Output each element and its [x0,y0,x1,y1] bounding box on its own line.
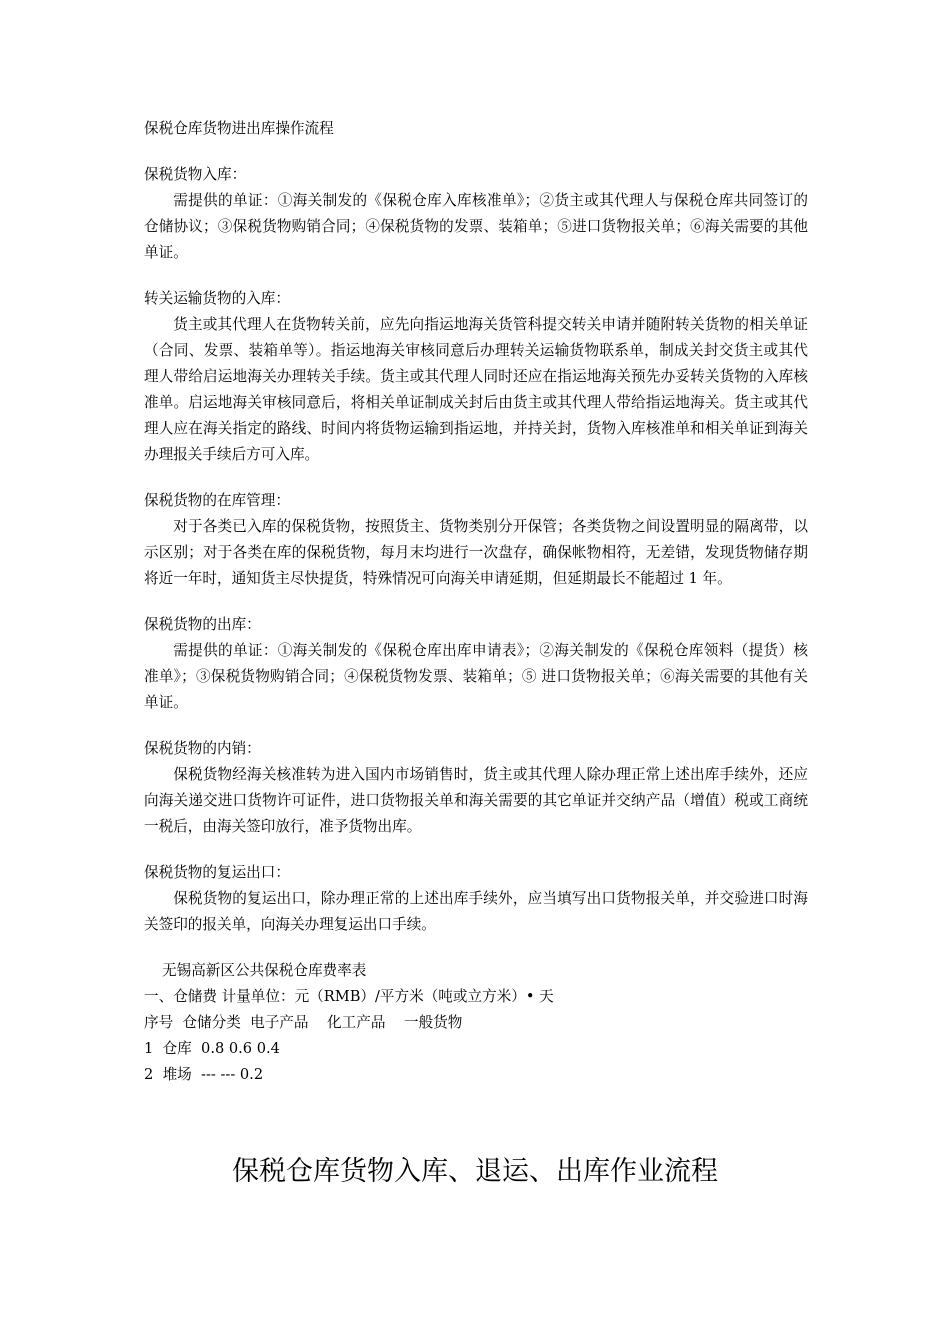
section-heading: 保税货物的内销： [144,740,261,757]
section-re-export [144,860,808,938]
fee-row: 1 仓库 0.8 0.6 0.4 [144,1040,280,1057]
section-heading: 保税货物入库： [144,166,247,183]
fee-row: 2 堆场 --- --- 0.2 [144,1066,264,1083]
section-heading: 保税货物的复运出口： [144,864,290,881]
fee-table-title: 无锡高新区公共保税仓库费率表 [162,962,367,979]
section-storage-management [144,488,808,592]
fee-unit-line: 一、仓储费 计量单位：元（RMB）/平方米（吨或立方米）• 天 [144,988,554,1005]
section-body: 货主或其代理人在货物转关前，应先向指运地海关货管科提交转关申请并随附转关货物的相关单证（合同、发票、装箱单等）。指运地海关审核同意后办理转关运输货物联系单，制成关封交货主或其代理人带给启运地海关办理转关手续。货主或其代理人同时还应在指运地海关预先办妥转关货物的入库核准单。启运地海关审核同意后，将相关单证制成关封后由货主或其代理人带给指运地海关。货主或其代理人应在海关指定的路线、时间内将货物运输到指运地，并持关封，货物入库核准单和相关单证到海关办理报关手续后方可入库。 [144,316,808,463]
section-outbound [144,612,808,716]
section-body: 保税货物经海关核准转为进入国内市场销售时，货主或其代理人除办理正常上述出库手续外，还应向海关递交进口货物许可证件，进口货物报关单和海关需要的其它单证并交纳产品（增值）税或工商统一税后，由海关签印放行，准予货物出库。 [144,766,808,835]
section-domestic-sale [144,736,808,840]
section-body: 需提供的单证：①海关制发的《保税仓库出库申请表》；②海关制发的《保税仓库领料（提货）核准单》；③保税货物购销合同；④保税货物发票、装箱单；⑤ 进口货物报关单；⑥海关需要的其他有关单证。 [144,642,808,711]
section-transit-inbound [144,286,808,468]
section-body: 保税货物的复运出口，除办理正常的上述出库手续外，应当填写出口货物报关单，并交验进口时海关签印的报关单，向海关办理复运出口手续。 [144,890,808,933]
section-body: 需提供的单证：①海关制发的《保税仓库入库核准单》；②货主或其代理人与保税仓库共同签订的仓储协议；③保税货物购销合同；④保税货物的发票、装箱单；⑤进口货物报关单；⑥海关需要的其他单证。 [144,192,808,261]
bottom-title: 保税仓库货物入库、退运、出库作业流程 [232,1156,718,1187]
section-heading: 转关运输货物的入库： [144,290,290,307]
fee-table [144,958,808,1088]
section-inbound [144,162,808,266]
document-body [144,116,808,1088]
section-body: 对于各类已入库的保税货物，按照货主、货物类别分开保管；各类货物之间设置明显的隔离带，以示区别；对于各类在库的保税货物，每月末均进行一次盘存，确保帐物相符，无差错，发现货物储存期将近一年时，通知货主尽快提货，特殊情况可向海关申请延期，但延期最长不能超过 1 年。 [144,518,808,587]
section-heading: 保税货物的出库： [144,616,261,633]
section-heading: 保税货物的在库管理： [144,492,290,509]
document-title: 保税仓库货物进出库操作流程 [144,120,334,137]
fee-header-row: 序号 仓储分类 电子产品 化工产品 一般货物 [144,1014,463,1031]
